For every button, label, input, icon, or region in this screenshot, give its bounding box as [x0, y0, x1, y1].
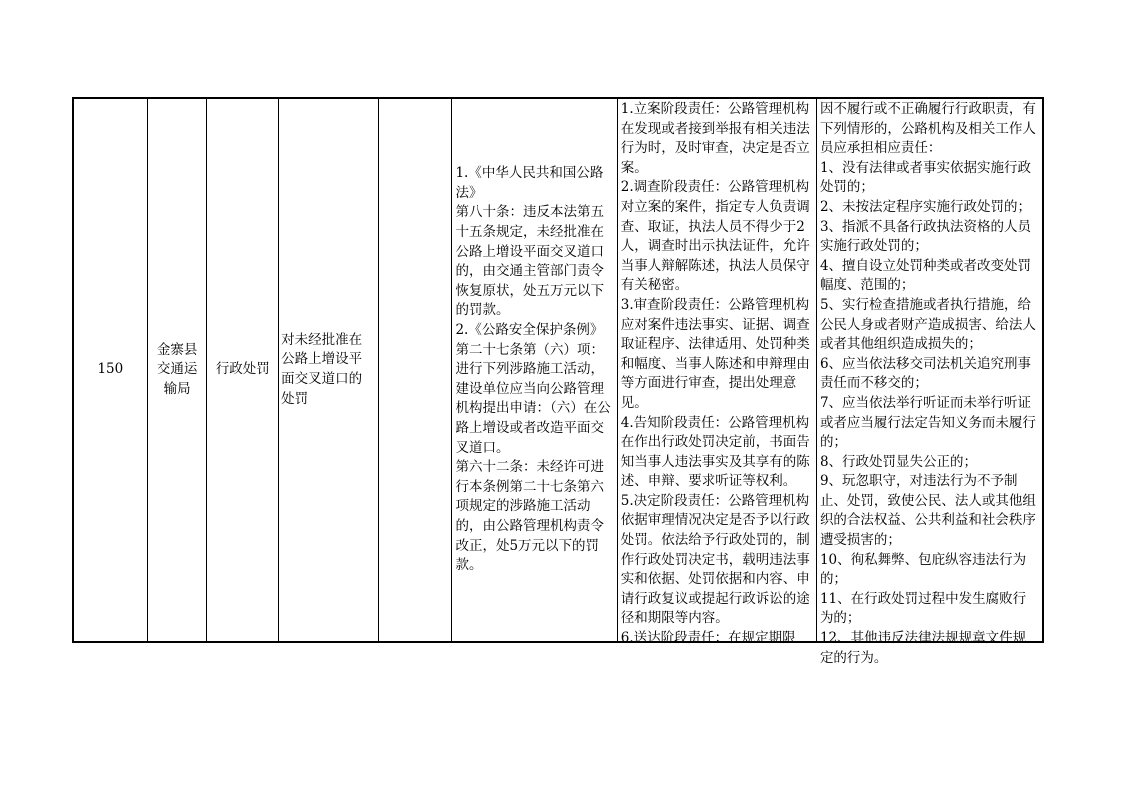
row-number-cell [74, 99, 148, 641]
category-cell [207, 99, 279, 641]
accountability-text: 因不履行或不正确履行行政职责，有下列情形的，公路机构及相关工作人员应承担相应责任： 1、没有法律或者事实依据实施行政处罚的； 2、未按法定程序实施行政处罚的； 3、指派不具备行政执法资格的人员实施行政处罚的； 4、擅自设立处罚种类或者改变处罚幅度、范围的； 5、实行检查措施或者执行措施，给公民人身或者财产造成损害、给法人或者其他组织造成损失的； 6、应当依法移交司法机关追究刑事责任而不移交的； 7、应当依法举行听证而未举行听证或者应当履行法定告知义务而未履行的； 8、行政处罚显失公正的； 9、玩忽职守，对违法行为不予制止、处罚，致使公民、法人或其他组织的合法权益、公共利益和社会秩序遭受损害的； 10、徇私舞弊、包庇纵容违法行为的； 11、在行政处罚过程中发生腐败行为的； 12、其他违反法律法规规章文件规定的行为。 [819, 101, 1036, 666]
power-list-table [72, 97, 1044, 666]
item-name-cell [279, 99, 379, 641]
row-number: 150 [97, 361, 124, 378]
department-name: 金寨县交通运输局 [156, 341, 198, 397]
department-cell [148, 99, 208, 641]
power-item-name: 对未经批准在公路上增设平面交叉道口的处罚 [281, 331, 363, 407]
responsibility-text: 1.立案阶段责任：公路管理机构在发现或者接到举报有相关违法行为时，及时审查，决定是否立案。 2.调查阶段责任：公路管理机构对立案的案件，指定专人负责调查、取证，执法人员不得少于2人，调查时出示执法证件，允许当事人辩解陈述，执法人员保守有关秘密。 3.审查阶段责任：公路管理机构应对案件违法事实、证据、调查取证程序、法律适用、处罚种类和幅度、当事人陈述和申辩理由等方面进行审查，提出处理意见。 4.告知阶段责任：公路管理机构在作出行政处罚决定前，书面告知当事人违法事实及其享有的陈述、申辩、要求听证等权利。 5.决定阶段责任：公路管理机构依据审理情况决定是否予以行政处罚。依法给予行政处罚的，制作行政处罚决定书，载明违法事实和依据、处罚依据和内容、申请行政复议或提起行政诉讼的途径和期限等内容。 6.送达阶段责任：在规定期限 [620, 101, 810, 647]
accountability-cell [817, 99, 1042, 666]
responsibility-cell [618, 99, 817, 647]
legal-basis-cell [452, 99, 617, 641]
sub-item-cell [379, 99, 453, 641]
legal-basis-text: 1.《中华人民共和国公路法》 第八十条：违反本法第五十五条规定，未经批准在公路上增设平面交叉道口的，由交通主管部门责令恢复原状，处五万元以下的罚款。 2.《公路安全保护条例》第二十七条第（六）项：进行下列涉路施工活动，建设单位应当向公路管理机构提出申请：（六）在公路上增设或者改造平面交叉道口。 第六十二条：未经许可进行本条例第二十七条第六项规定的涉路施工活动的，由公路管理机构责令改正，处5万元以下的罚款。 [455, 165, 611, 574]
power-category: 行政处罚 [215, 361, 270, 378]
